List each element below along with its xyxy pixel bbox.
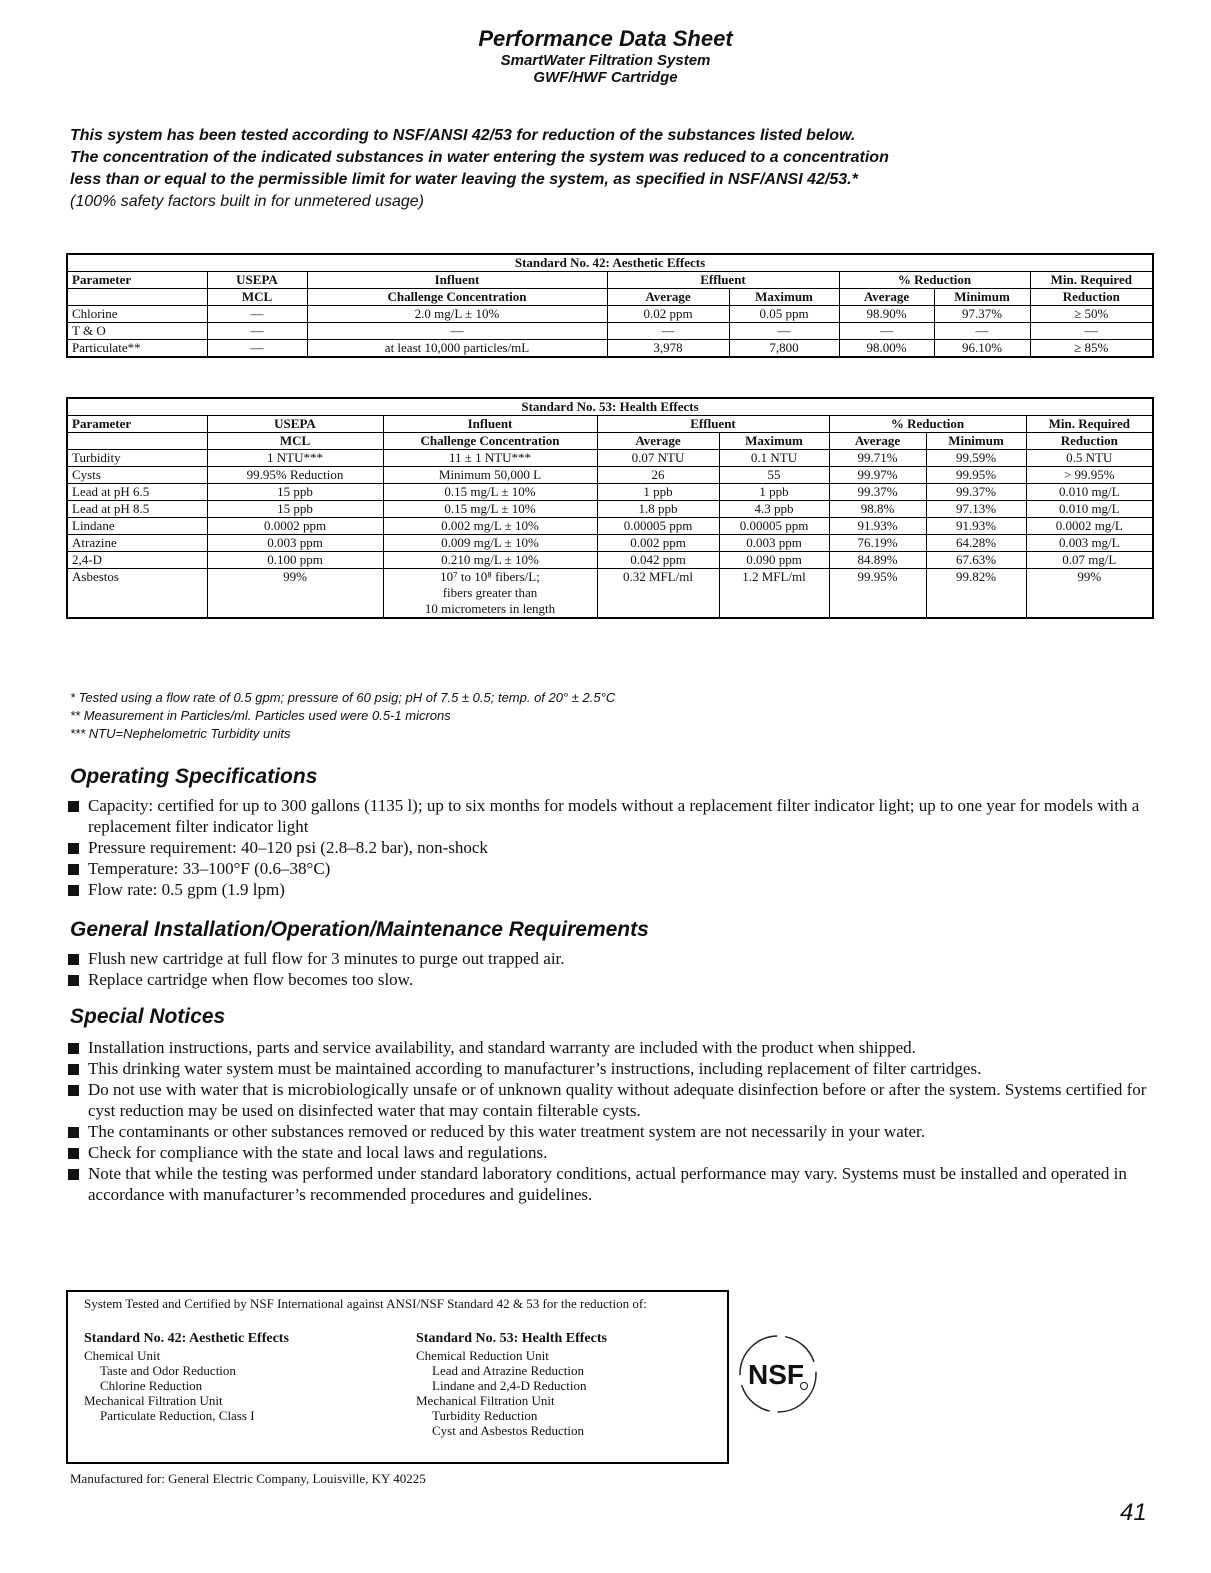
table-cell: 0.15 mg/L ± 10% <box>383 501 597 518</box>
header-cell: Effluent <box>607 272 839 289</box>
header-cell: Average <box>607 289 729 306</box>
table-cell: — <box>729 323 839 340</box>
header-cell: USEPA <box>207 272 307 289</box>
table-row <box>67 467 1153 484</box>
standard-42-table <box>66 253 1154 358</box>
intro-line: less than or equal to the permissible limit for water leaving the system, as specified in NSF/ANSI 42/53.* <box>70 171 858 188</box>
table-row <box>67 518 1153 535</box>
list-item <box>62 1079 1162 1121</box>
table-cell: Asbestos <box>67 569 207 619</box>
table-cell: 0.003 ppm <box>719 535 829 552</box>
nsf-logo-text: NSF <box>748 1359 804 1390</box>
special-list <box>62 1037 1162 1205</box>
list-item-text: Do not use with water that is microbiologically unsafe or of unknown quality without adequate disinfection before or after the system. Systems certified for cyst reduction may be used on disinfected water that may contain filterable cysts. <box>88 1080 1147 1120</box>
list-item <box>62 795 1162 837</box>
header-cell: USEPA <box>207 416 383 433</box>
header-cell: Reduction <box>1026 433 1153 450</box>
table-cell: 0.05 ppm <box>729 306 839 323</box>
header-cell: % Reduction <box>829 416 1026 433</box>
table-cell: at least 10,000 particles/mL <box>307 340 607 358</box>
table-cell: 0.002 ppm <box>597 535 719 552</box>
intro-note: (100% safety factors built in for unmetered usage) <box>70 193 424 210</box>
bullet-icon <box>68 954 79 965</box>
table-cell: 1.2 MFL/ml <box>719 569 829 619</box>
intro-line: The concentration of the indicated substances in water entering the system was reduced to a concentration <box>70 149 889 166</box>
bullet-icon <box>68 975 79 986</box>
table-cell: 99.82% <box>926 569 1026 619</box>
list-item <box>62 858 1162 879</box>
table-cell: — <box>607 323 729 340</box>
table-cell: Chlorine <box>67 306 207 323</box>
header-cell: Maximum <box>729 289 839 306</box>
table-cell: 0.210 mg/L ± 10% <box>383 552 597 569</box>
table-cell <box>383 569 597 619</box>
list-item <box>62 1058 1162 1079</box>
list-item-text: Note that while the testing was performed under standard laboratory conditions, actual performance may vary. Systems must be installed and operated in accordance with manufacturer’s recommended procedures and guidelines. <box>88 1164 1127 1204</box>
certification-intro: System Tested and Certified by NSF International against ANSI/NSF Standard 42 & 53 for the reduction of: <box>84 1296 647 1311</box>
table-cell: 1 ppb <box>719 484 829 501</box>
table-cell: 0.003 mg/L <box>1026 535 1153 552</box>
certification-line: Turbidity Reduction <box>432 1408 538 1423</box>
list-item-text: Capacity: certified for up to 300 gallons (1135 l); up to six months for models without a replacement filter indicator light; up to one year for models with a replacement filter indicator light <box>88 796 1140 836</box>
bullet-icon <box>68 1148 79 1159</box>
certification-line: Lindane and 2,4-D Reduction <box>432 1378 587 1393</box>
general-list <box>62 948 1162 990</box>
header-cell <box>67 433 207 450</box>
list-item <box>62 969 1162 990</box>
section-heading-general: General Installation/Operation/Maintenance Requirements <box>70 918 649 941</box>
table-cell: 98.00% <box>839 340 934 358</box>
header-cell: Average <box>839 289 934 306</box>
table-row <box>67 450 1153 467</box>
certification-line: Lead and Atrazine Reduction <box>432 1363 584 1378</box>
table-cell: 2.0 mg/L ± 10% <box>307 306 607 323</box>
table-cell: 0.010 mg/L <box>1026 484 1153 501</box>
section-heading-special: Special Notices <box>70 1005 226 1028</box>
cell-line: fibers greater than <box>442 585 538 600</box>
header-cell: Parameter <box>67 272 207 289</box>
header-cell: Min. Required <box>1030 272 1153 289</box>
certification-line: Cyst and Asbestos Reduction <box>432 1423 585 1438</box>
table-row <box>67 340 1153 358</box>
header-cell: Average <box>829 433 926 450</box>
table-cell: 0.090 ppm <box>719 552 829 569</box>
table-cell: 1.8 ppb <box>597 501 719 518</box>
certification-box <box>66 1290 729 1464</box>
bullet-icon <box>68 864 79 875</box>
table-cell: — <box>207 323 307 340</box>
table-cell: Turbidity <box>67 450 207 467</box>
table-cell: — <box>207 306 307 323</box>
table-cell: Lindane <box>67 518 207 535</box>
cell-line: 10 micrometers in length <box>424 601 556 616</box>
table-row <box>67 535 1153 552</box>
certification-line: Chlorine Reduction <box>100 1378 203 1393</box>
header-cell: Maximum <box>719 433 829 450</box>
table-cell: 0.07 NTU <box>597 450 719 467</box>
table-cell: 0.32 MFL/ml <box>597 569 719 619</box>
table-cell: 99.97% <box>829 467 926 484</box>
table-cell: 0.00005 ppm <box>719 518 829 535</box>
table-row <box>67 569 1153 619</box>
bullet-icon <box>68 1169 79 1180</box>
table-cell: — <box>307 323 607 340</box>
page-subtitle-cartridge: GWF/HWF Cartridge <box>533 69 678 86</box>
table-cell: — <box>934 323 1030 340</box>
table-cell: 97.13% <box>926 501 1026 518</box>
bullet-icon <box>68 1064 79 1075</box>
table-cell: 0.5 NTU <box>1026 450 1153 467</box>
table-cell: 0.15 mg/L ± 10% <box>383 484 597 501</box>
footnote: * Tested using a flow rate of 0.5 gpm; pressure of 60 psig; pH of 7.5 ± 0.5; temp. of 20° ± 2.5°C <box>70 690 616 705</box>
table-cell: 1 NTU*** <box>207 450 383 467</box>
table-cell: 76.19% <box>829 535 926 552</box>
table-cell: 91.93% <box>829 518 926 535</box>
certification-heading: Standard No. 42: Aesthetic Effects <box>84 1331 289 1346</box>
bullet-icon <box>68 843 79 854</box>
table-row <box>67 501 1153 518</box>
header-cell: Minimum <box>934 289 1030 306</box>
table-row <box>67 552 1153 569</box>
header-cell: % Reduction <box>839 272 1030 289</box>
table-cell: ≥ 85% <box>1030 340 1153 358</box>
table-cell: 99.95% Reduction <box>207 467 383 484</box>
table-cell: 99.71% <box>829 450 926 467</box>
operating-list <box>62 795 1162 900</box>
list-item-text: Check for compliance with the state and local laws and regulations. <box>88 1143 548 1162</box>
table-cell: 99% <box>207 569 383 619</box>
table-cell: > 99.95% <box>1026 467 1153 484</box>
bullet-icon <box>68 1127 79 1138</box>
list-item-text: Flow rate: 0.5 gpm (1.9 lpm) <box>88 880 285 899</box>
bullet-icon <box>68 885 79 896</box>
table-cell: 99.37% <box>926 484 1026 501</box>
table-cell: 0.07 mg/L <box>1026 552 1153 569</box>
table-cell: 98.8% <box>829 501 926 518</box>
header-cell: MCL <box>207 289 307 306</box>
table-cell: 99% <box>1026 569 1153 619</box>
header-cell: Min. Required <box>1026 416 1153 433</box>
table-cell: 0.02 ppm <box>607 306 729 323</box>
table-cell: 15 ppb <box>207 501 383 518</box>
table-cell: 0.003 ppm <box>207 535 383 552</box>
table-cell: 99.95% <box>926 467 1026 484</box>
table-cell: Minimum 50,000 L <box>383 467 597 484</box>
list-item <box>62 1163 1162 1205</box>
table-cell: ≥ 50% <box>1030 306 1153 323</box>
header-cell: Influent <box>307 272 607 289</box>
footnotes <box>70 689 615 743</box>
table-cell: 99.37% <box>829 484 926 501</box>
certification-line: Chemical Unit <box>84 1348 161 1363</box>
table-cell: — <box>1030 323 1153 340</box>
list-item <box>62 948 1162 969</box>
footnote: *** NTU=Nephelometric Turbidity units <box>70 726 291 741</box>
table-cell: 99.59% <box>926 450 1026 467</box>
header-cell: Influent <box>383 416 597 433</box>
page-number: 41 <box>1120 1499 1147 1526</box>
certification-line: Mechanical Filtration Unit <box>416 1393 555 1408</box>
certification-line: Taste and Odor Reduction <box>100 1363 236 1378</box>
page-subtitle: SmartWater Filtration System <box>500 52 711 69</box>
header-cell: Challenge Concentration <box>383 433 597 450</box>
table-cell: 91.93% <box>926 518 1026 535</box>
table-cell: 64.28% <box>926 535 1026 552</box>
table-cell: Atrazine <box>67 535 207 552</box>
certification-line: Chemical Reduction Unit <box>416 1348 549 1363</box>
certification-column-42 <box>84 1330 289 1423</box>
table-cell: Cysts <box>67 467 207 484</box>
table-cell: 67.63% <box>926 552 1026 569</box>
certification-column-53 <box>416 1330 607 1438</box>
table-cell: 0.009 mg/L ± 10% <box>383 535 597 552</box>
cell-line: 10⁷ to 10⁸ fibers/L; <box>440 569 540 584</box>
table-cell: 1 ppb <box>597 484 719 501</box>
list-item-text: Flush new cartridge at full flow for 3 minutes to purge out trapped air. <box>88 949 565 968</box>
intro-statement <box>70 125 1130 213</box>
list-item <box>62 879 1162 900</box>
header-cell: MCL <box>207 433 383 450</box>
header-cell: Challenge Concentration <box>307 289 607 306</box>
table-cell: 0.00005 ppm <box>597 518 719 535</box>
table-cell: 11 ± 1 NTU*** <box>383 450 597 467</box>
table-cell: 4.3 ppb <box>719 501 829 518</box>
header-cell: Effluent <box>597 416 829 433</box>
table-cell: 0.0002 ppm <box>207 518 383 535</box>
section-heading-operating: Operating Specifications <box>70 765 318 788</box>
list-item-text: Installation instructions, parts and service availability, and standard warranty are included with the product when shipped. <box>88 1038 916 1057</box>
header-cell: Reduction <box>1030 289 1153 306</box>
nsf-logo-icon <box>736 1332 820 1416</box>
table-cell: 96.10% <box>934 340 1030 358</box>
table-cell: 84.89% <box>829 552 926 569</box>
header-cell: Average <box>597 433 719 450</box>
table-cell: 3,978 <box>607 340 729 358</box>
table-cell: 99.95% <box>829 569 926 619</box>
table-cell: T & O <box>67 323 207 340</box>
list-item-text: Temperature: 33–100°F (0.6–38°C) <box>88 859 331 878</box>
list-item-text: Pressure requirement: 40–120 psi (2.8–8.2 bar), non-shock <box>88 838 488 857</box>
table-row <box>67 323 1153 340</box>
certification-heading: Standard No. 53: Health Effects <box>416 1331 607 1346</box>
footnote: ** Measurement in Particles/ml. Particles used were 0.5-1 microns <box>70 708 451 723</box>
table-cell: 0.1 NTU <box>719 450 829 467</box>
table-cell: 98.90% <box>839 306 934 323</box>
certification-line: Particulate Reduction, Class I <box>100 1408 255 1423</box>
list-item-text: Replace cartridge when flow becomes too slow. <box>88 970 414 989</box>
intro-line: This system has been tested according to NSF/ANSI 42/53 for reduction of the substances listed below. <box>70 127 856 144</box>
page-title: Performance Data Sheet <box>478 26 733 51</box>
table-cell: 0.042 ppm <box>597 552 719 569</box>
header-cell: Parameter <box>67 416 207 433</box>
table-cell: 2,4-D <box>67 552 207 569</box>
list-item <box>62 1121 1162 1142</box>
list-item <box>62 1142 1162 1163</box>
manufacturer-line: Manufactured for: General Electric Company, Louisville, KY 40225 <box>70 1471 426 1486</box>
table-cell: 7,800 <box>729 340 839 358</box>
bullet-icon <box>68 1043 79 1054</box>
table-cell: Particulate** <box>67 340 207 358</box>
table-caption: Standard No. 42: Aesthetic Effects <box>67 254 1153 272</box>
bullet-icon <box>68 1085 79 1096</box>
table-cell: 26 <box>597 467 719 484</box>
table-cell: 55 <box>719 467 829 484</box>
list-item-text: This drinking water system must be maintained according to manufacturer’s instructions, including replacement of filter cartridges. <box>88 1059 982 1078</box>
bullet-icon <box>68 801 79 812</box>
table-cell: — <box>839 323 934 340</box>
table-cell: 0.0002 mg/L <box>1026 518 1153 535</box>
table-cell: 15 ppb <box>207 484 383 501</box>
header-cell <box>67 289 207 306</box>
list-item <box>62 837 1162 858</box>
table-cell: Lead at pH 8.5 <box>67 501 207 518</box>
standard-53-table <box>66 397 1154 619</box>
table-caption: Standard No. 53: Health Effects <box>67 398 1153 416</box>
table-cell: 0.002 mg/L ± 10% <box>383 518 597 535</box>
certification-line: Mechanical Filtration Unit <box>84 1393 223 1408</box>
table-cell: 0.100 ppm <box>207 552 383 569</box>
table-row <box>67 484 1153 501</box>
table-cell: 0.010 mg/L <box>1026 501 1153 518</box>
table-cell: — <box>207 340 307 358</box>
header-cell: Minimum <box>926 433 1026 450</box>
table-row <box>67 306 1153 323</box>
list-item-text: The contaminants or other substances removed or reduced by this water treatment system are not necessarily in your water. <box>88 1122 925 1141</box>
table-cell: 97.37% <box>934 306 1030 323</box>
table-cell: Lead at pH 6.5 <box>67 484 207 501</box>
list-item <box>62 1037 1162 1058</box>
